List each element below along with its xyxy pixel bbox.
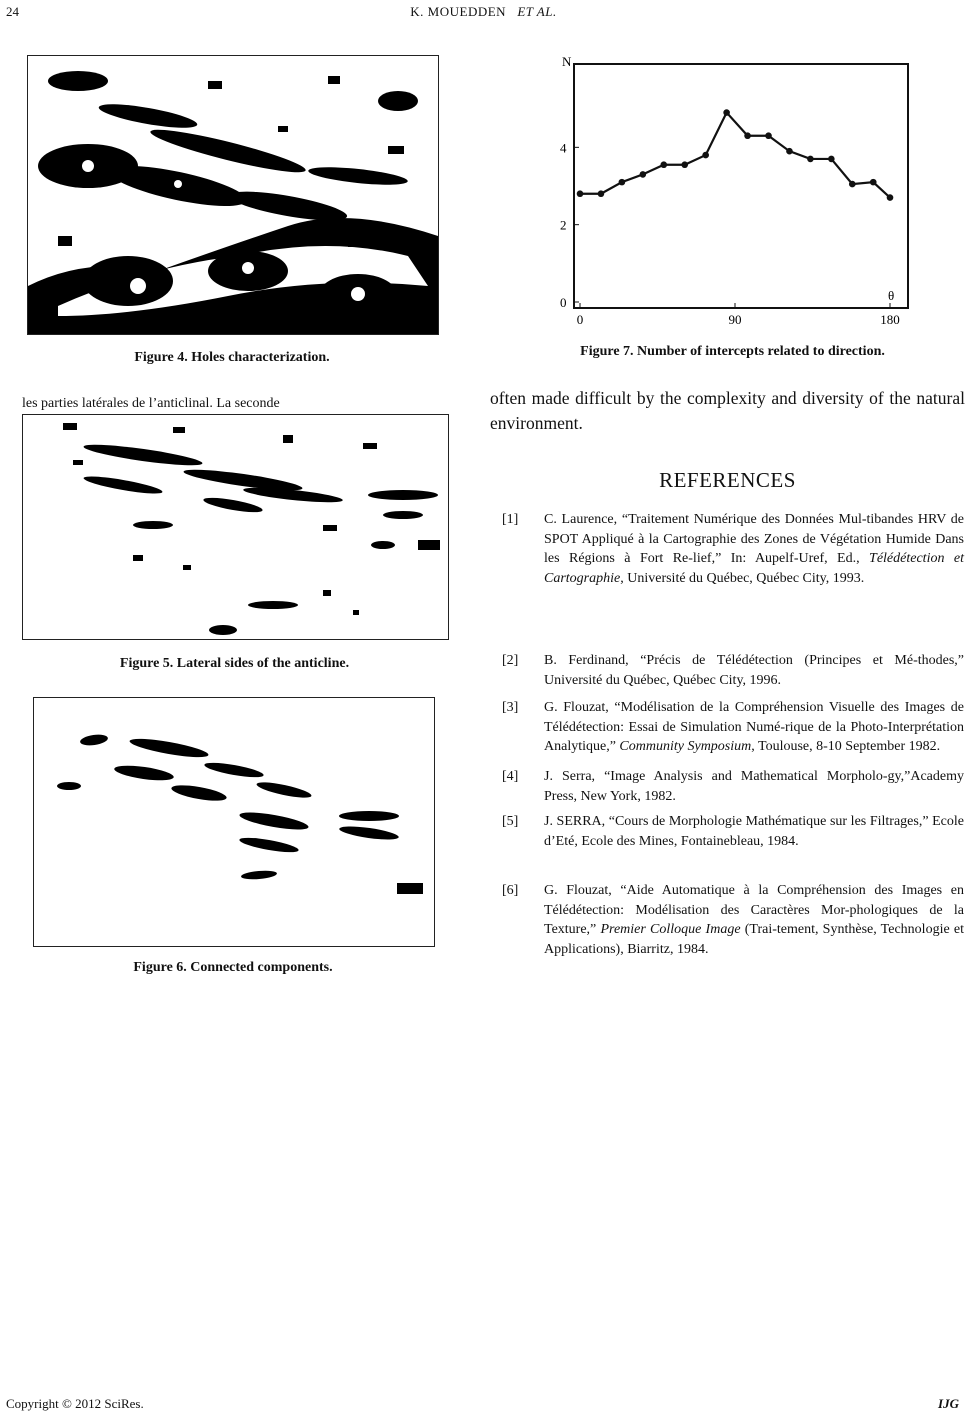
chart-data-point	[828, 156, 835, 163]
header-etal: ET AL.	[517, 4, 557, 19]
chart-data-point	[577, 190, 584, 197]
figure-7-chart	[550, 52, 930, 332]
chart-data-point	[723, 109, 730, 116]
reference-text: C. Laurence, “Traitement Numérique des Données Mul-tibandes HRV de SPOT Appliqué à la Cartographie des Zones de Végétation Humide Dans les Régions à Fort Re-lief,” In: Aupelf-Uref, Ed., Télédétection et Cartographie, Université du Québec, Québec City, 1993.	[544, 512, 964, 586]
figure-6-binary-map	[34, 698, 434, 946]
y-tick-label: 4	[560, 140, 567, 156]
chart-data-point	[786, 148, 793, 155]
figure-5-image	[22, 414, 449, 640]
reference-item	[502, 510, 964, 640]
figure-4-binary-map	[28, 56, 438, 334]
chart-series-line	[580, 113, 890, 198]
chart-y-label: N	[562, 54, 572, 69]
reference-number: [5]	[502, 814, 519, 829]
chart-data-point	[681, 161, 688, 168]
page-number: 24	[6, 4, 19, 19]
reference-number: [6]	[502, 883, 519, 898]
figure-4-image	[27, 55, 439, 335]
reference-text: J. SERRA, “Cours de Morphologie Mathématique sur les Filtrages,” Ecole d’Eté, Ecole des Mines, Fontainebleau, 1984.	[544, 814, 964, 849]
x-tick-label: 90	[728, 312, 742, 327]
chart-data-point	[619, 179, 626, 186]
figure-5-overlay-text: les parties latérales de l’anticlinal. La seconde	[22, 396, 280, 411]
x-tick-label: 0	[576, 312, 584, 327]
chart-data-point	[598, 190, 605, 197]
chart-data-point	[870, 179, 877, 186]
reference-item	[502, 651, 964, 691]
reference-text: G. Flouzat, “Aide Automatique à la Compréhension des Images en Télédétection: Modélisation des Caractères Mor-phologiques de la Texture,” Premier Colloque Image (Trai-tement, Synthèse, Technologie et Applications), Biarritz, 1984.	[544, 883, 964, 957]
chart-data-point	[702, 152, 709, 159]
chart-data-point	[887, 194, 894, 201]
figure-4-caption: Figure 4. Holes characterization.	[134, 350, 330, 365]
chart-data-point	[807, 156, 814, 163]
running-header	[0, 4, 967, 20]
figure-6-caption: Figure 6. Connected components.	[133, 960, 333, 975]
figure-7-chart-svg	[550, 52, 930, 332]
reference-text: B. Ferdinand, “Précis de Télédétection (Principes et Mé-thodes,” Université du Québec, Québec City, 1996.	[544, 653, 964, 688]
header-authors: K. MOUEDDEN	[410, 4, 507, 19]
reference-text: J. Serra, “Image Analysis and Mathematical Morpholo-gy,”Academy Press, New York, 1982.	[544, 769, 964, 804]
figure-6-image	[33, 697, 435, 947]
chart-data-point	[640, 171, 647, 178]
chart-data-point	[849, 181, 856, 188]
reference-number: [1]	[502, 512, 519, 527]
chart-x-label: θ	[888, 288, 895, 303]
reference-number: [3]	[502, 700, 519, 715]
reference-item	[502, 698, 964, 758]
chart-data-point	[660, 161, 667, 168]
figure-7-caption: Figure 7. Number of intercepts related to direction.	[580, 344, 885, 359]
y-tick-label: 2	[560, 217, 567, 233]
reference-number: [4]	[502, 769, 519, 784]
reference-number: [2]	[502, 653, 519, 668]
figure-5-caption: Figure 5. Lateral sides of the anticline.	[119, 656, 350, 671]
reference-text: G. Flouzat, “Modélisation de la Compréhension Visuelle des Images de Télédétection: Essai de Simulation Numé-rique de la Photo-Interprétation Analytique,” Community Symposium, Toulouse, 8-10 September 1982.	[544, 700, 964, 754]
reference-item	[502, 812, 964, 872]
figure-5-binary-map	[23, 415, 448, 639]
chart-frame	[574, 64, 908, 308]
reference-item	[502, 767, 964, 807]
reference-item	[502, 881, 964, 961]
x-tick-label: 180	[880, 312, 900, 327]
chart-data-point	[744, 132, 751, 139]
journal-abbrev: IJG	[938, 1396, 959, 1411]
chart-data-point	[765, 132, 772, 139]
body-paragraph: often made difficult by the complexity and diversity of the natural environment.	[490, 388, 965, 433]
y-tick-label: 0	[560, 295, 567, 310]
copyright-footer: Copyright © 2012 SciRes.	[6, 1396, 144, 1411]
references-heading: REFERENCES	[659, 468, 796, 492]
